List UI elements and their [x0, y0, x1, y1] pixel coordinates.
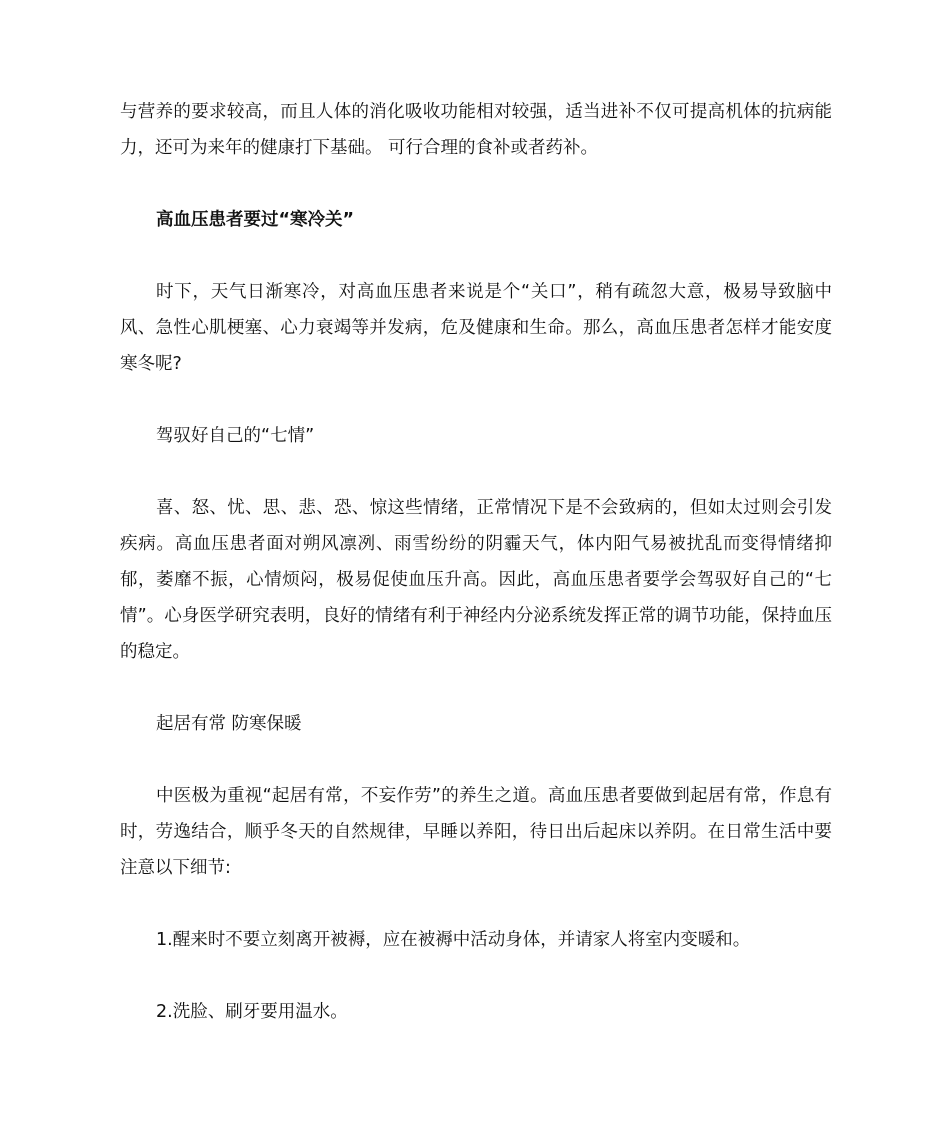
paragraph-emotions: 喜、怒、忧、思、悲、恐、惊这些情绪，正常情况下是不会致病的，但如太过则会引发疾病。高血压患者面对朔风凛冽、雨雪纷纷的阴霾天气，体内阳气易被扰乱而变得情绪抑郁，萎靡不振，心情烦闷，极易促使血压升高。因此，高血压患者要学会驾驭好自己的“七情”。心身医学研究表明，良好的情绪有利于神经内分泌系统发挥正常的调节功能，保持血压的稳定。 [120, 498, 832, 662]
subheading-routine: 起居有常 防寒保暖 [156, 714, 302, 734]
list-item-1: 1.醒来时不要立刻离开被褥，应在被褥中活动身体，并请家人将室内变暖和。 [156, 930, 751, 950]
paragraph-routine: 中医极为重视“起居有常，不妄作劳”的养生之道。高血压患者要做到起居有常，作息有时，劳逸结合，顺乎冬天的自然规律，早睡以养阳，待日出后起床以养阴。在日常生活中要注意以下细节: [120, 786, 832, 878]
subheading-emotions: 驾驭好自己的“七情” [156, 426, 315, 446]
paragraph-cold-pass-intro: 时下，天气日渐寒冷，对高血压患者来说是个“关口”，稍有疏忽大意，极易导致脑中风、急性心肌梗塞、心力衰竭等并发病，危及健康和生命。那么，高血压患者怎样才能安度寒冬呢? [120, 282, 832, 374]
paragraph-intro-continued: 与营养的要求较高，而且人体的消化吸收功能相对较强，适当进补不仅可提高机体的抗病能力，还可为来年的健康打下基础。 可行合理的食补或者药补。 [120, 102, 832, 158]
list-item-2: 2.洗脸、刷牙要用温水。 [156, 1002, 348, 1022]
heading-cold-pass: 高血压患者要过“寒冷关” [156, 210, 355, 230]
